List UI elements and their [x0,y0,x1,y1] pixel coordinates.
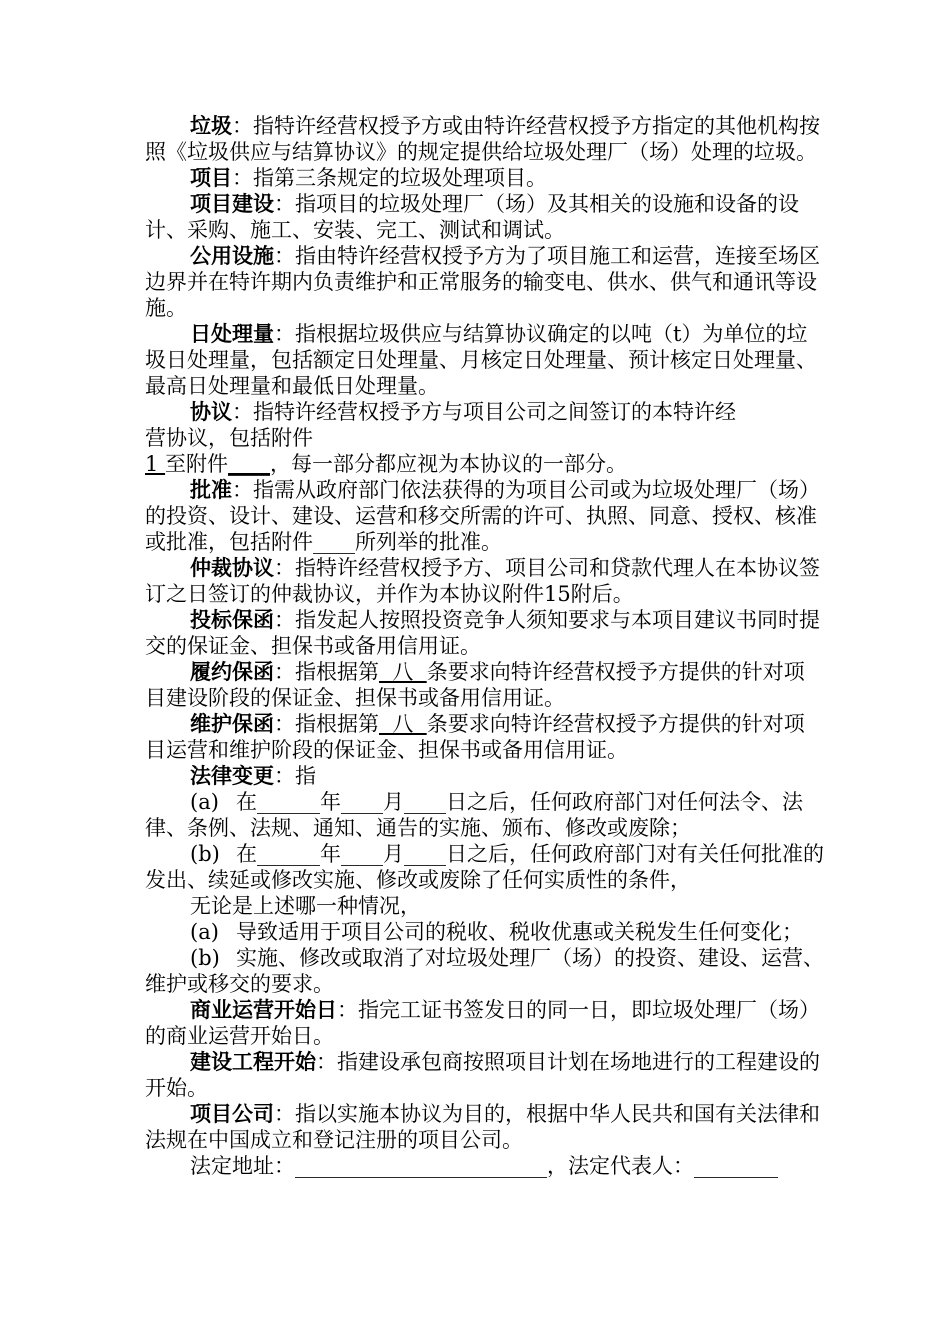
item-text: 在 [236,842,257,866]
definition-utilities [145,243,825,321]
term-approval: 批准 [190,477,232,502]
definition-text: ：指需从政府部门依法获得的为项目公司或为垃圾处理厂（场）的投资、设计、建设、运营和移交所需的许可、执照、同意、授权、核准或批准，包括附件 [145,478,820,554]
legal-address-label: 法定地址： [190,1154,295,1178]
definition-construction-start [145,1049,825,1101]
annex-blank: ____ [313,530,355,554]
definition-change-in-law [145,763,825,789]
day-blank: ____ [404,790,446,814]
item-label: (a) [190,790,219,814]
month-blank: ____ [341,842,383,866]
definition-text-end: 条要求向特许经营权授予方提供的针对项目建设阶段的保证金、担保书或备用信用证。 [145,660,805,710]
definition-text: ：指项目的垃圾处理厂（场）及其相关的设施和设备的设计、采购、施工、安装、完工、测试和调试。 [145,192,799,242]
term-bid-bond: 投标保函 [190,607,274,632]
definition-text: ：指特许经营权授予方或由特许经营权授予方指定的其他机构按照《垃圾供应与结算协议》的规定提供给垃圾处理厂（场）处理的垃圾。 [145,114,820,164]
month-blank: ____ [341,790,383,814]
month-label: 月 [383,842,404,866]
definition-text-end: 条要求向特许经营权授予方提供的针对项目运营和维护阶段的保证金、担保书或备用信用证。 [145,712,805,762]
definition-text-end: 所列举的批准。 [355,530,502,554]
legal-address-line [145,1153,825,1179]
definition-approval [145,477,825,555]
definition-bid-bond [145,607,825,659]
term-project: 项目 [190,165,232,190]
definition-text: ：指根据第 [274,660,379,684]
term-project-company: 项目公司 [190,1101,274,1126]
month-label: 月 [383,790,404,814]
definition-project [145,165,825,191]
either-case-text: 无论是上述哪一种情况， [190,894,421,918]
item-label: (a) [190,920,219,944]
item-label: (b) [190,946,220,970]
definition-daily-capacity [145,321,825,399]
annex-end-blank: ____ [228,452,271,476]
definition-text: ：指特许经营权授予方与项目公司之间签订的本特许经营协议，包括附件 [145,400,736,450]
item-text-end: 日之后，任何政府部门对有关任何批准的发出、续延或修改实施、修改或废除了任何实质性的条件， [145,842,824,892]
definition-text: ：指第三条规定的垃圾处理项目。 [232,166,547,190]
year-label: 年 [320,842,341,866]
change-in-law-item-b [145,841,825,893]
legal-representative-label: ，法定代表人： [547,1154,694,1178]
term-arbitration: 仲裁协议 [190,555,274,580]
item-text-end: 日之后，任何政府部门对任何法令、法律、条例、法规、通知、通告的实施、颁布、修改或废除； [145,790,803,840]
term-commercial-operation-date: 商业运营开始日 [190,997,337,1022]
article-number-blank: 八 [379,712,427,736]
definition-text: ：指根据第 [274,712,379,736]
change-in-law-either-case [145,893,825,919]
item-text: 在 [236,790,257,814]
year-label: 年 [320,790,341,814]
definition-project-construction [145,191,825,243]
definition-text: ：指发起人按照投资竞争人须知要求与本项目建议书同时提交的保证金、担保书或备用信用证。 [145,608,820,658]
definition-text: ：指 [274,764,316,788]
item-label: (b) [190,842,220,866]
term-utilities: 公用设施 [190,243,274,268]
term-agreement: 协议 [190,399,232,424]
term-construction-start: 建设工程开始 [190,1049,316,1074]
change-in-law-result-a [145,919,825,945]
term-daily-capacity: 日处理量 [190,321,274,346]
change-in-law-result-b [145,945,825,997]
definition-maintenance-bond [145,711,825,763]
day-blank: ____ [404,842,446,866]
year-blank: ______ [257,790,320,814]
definition-text: ：指以实施本协议为目的，根据中华人民共和国有关法律和法规在中国成立和登记注册的项目公司。 [145,1102,820,1152]
term-garbage: 垃圾 [190,113,232,138]
definition-garbage [145,113,825,165]
legal-address-blank: ________________________ [295,1154,547,1178]
item-text: 实施、修改或取消了对垃圾处理厂（场）的投资、建设、运营、维护或移交的要求。 [145,946,824,996]
item-text: 导致适用于项目公司的税收、税收优惠或关税发生任何变化； [236,920,803,944]
change-in-law-item-a [145,789,825,841]
document-page [145,113,825,1179]
definition-commercial-operation-date [145,997,825,1049]
term-performance-bond: 履约保函 [190,659,274,684]
definition-arbitration [145,555,825,607]
definition-project-company [145,1101,825,1153]
year-blank: ______ [257,842,320,866]
definition-agreement-continued [145,451,825,477]
definition-text: ，每一部分都应视为本协议的一部分。 [270,452,628,476]
definition-performance-bond [145,659,825,711]
term-project-construction: 项目建设 [190,191,274,216]
legal-representative-blank: ________ [694,1154,778,1178]
definition-agreement [145,399,745,451]
article-number-blank: 八 [379,660,427,684]
term-maintenance-bond: 维护保函 [190,711,274,736]
definition-text: ：指特许经营权授予方、项目公司和贷款代理人在本协议签订之日签订的仲裁协议，并作为本协议附件15附后。 [145,556,820,606]
definition-text: ：指由特许经营权授予方为了项目施工和运营，连接至场区边界并在特许期内负责维护和正常服务的输变电、供水、供气和通讯等设施。 [145,244,820,320]
definition-text: ：指完工证书签发日的同一日，即垃圾处理厂（场）的商业运营开始日。 [145,998,820,1048]
annex-start-blank: 1 [145,452,166,476]
annex-text: 至附件 [165,452,229,476]
definition-text: ：指根据垃圾供应与结算协议确定的以吨（t）为单位的垃圾日处理量，包括额定日处理量、月核定日处理量、预计核定日处理量、最高日处理量和最低日处理量。 [145,322,817,398]
term-change-in-law: 法律变更 [190,763,274,788]
definition-text: ：指建设承包商按照项目计划在场地进行的工程建设的开始。 [145,1050,820,1100]
